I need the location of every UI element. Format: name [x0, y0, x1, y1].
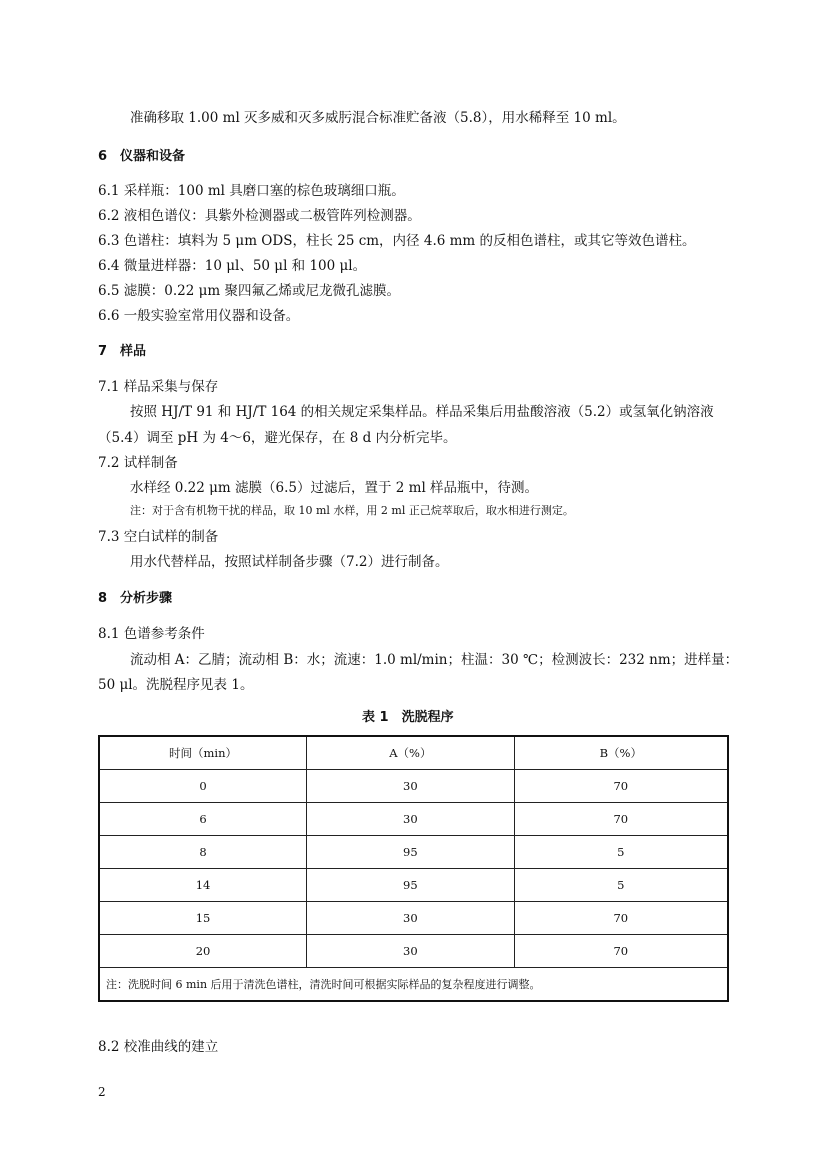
section-7-2-title: 7.2 试样制备 [98, 455, 178, 471]
section-8-2-title: 8.2 校准曲线的建立 [98, 1039, 219, 1055]
cell-time: 8 [99, 836, 307, 869]
item-6-6: 6.6 一般实验室常用仪器和设备。 [98, 308, 300, 324]
header-time: 时间（min） [99, 736, 307, 770]
table-row [99, 803, 728, 836]
section-7-1-title: 7.1 样品采集与保存 [98, 379, 219, 395]
cell-time: 20 [99, 935, 307, 968]
item-6-1: 6.1 采样瓶：100 ml 具磨口塞的棕色玻璃细口瓶。 [98, 183, 405, 199]
cell-time: 6 [99, 803, 307, 836]
cell-time: 14 [99, 869, 307, 902]
cell-time: 0 [99, 770, 307, 803]
item-6-4: 6.4 微量进样器：10 μl、50 μl 和 100 μl。 [98, 258, 367, 274]
cell-b: 70 [514, 803, 728, 836]
section-7-2-note: 注：对于含有机物干扰的样品，取 10 ml 水样，用 2 ml 正己烷萃取后，取水相进行测定。 [130, 504, 574, 517]
cell-b: 5 [514, 836, 728, 869]
section7-heading: 7 样品 [98, 344, 147, 359]
item-6-2: 6.2 液相色谱仪：具紫外检测器或二极管阵列检测器。 [98, 208, 421, 224]
cell-a: 30 [307, 803, 515, 836]
cell-a: 30 [307, 770, 515, 803]
intro-line: 准确移取 1.00 ml 灭多威和灭多威肟混合标准贮备液（5.8），用水稀释至 10 ml。 [130, 110, 626, 126]
item-6-5: 6.5 滤膜：0.22 μm 聚四氟乙烯或尼龙微孔滤膜。 [98, 283, 400, 299]
table-header-row [99, 736, 728, 770]
table-row [99, 770, 728, 803]
cell-b: 5 [514, 869, 728, 902]
item-6-3: 6.3 色谱柱：填料为 5 μm ODS，柱长 25 cm，内径 4.6 mm 的反相色谱柱，或其它等效色谱柱。 [98, 233, 696, 249]
table-caption: 表 1 洗脱程序 [362, 710, 454, 725]
table-row [99, 902, 728, 935]
section8-heading: 8 分析步骤 [98, 591, 173, 606]
section6-heading: 6 仪器和设备 [98, 149, 186, 164]
section-7-3-para: 用水代替样品，按照试样制备步骤（7.2）进行制备。 [130, 554, 449, 570]
table-row [99, 836, 728, 869]
page-number: 2 [98, 1085, 106, 1099]
section-8-1-title: 8.1 色谱参考条件 [98, 626, 205, 642]
table-row [99, 935, 728, 968]
header-a: A（%） [307, 736, 515, 770]
cell-a: 30 [307, 902, 515, 935]
cell-a: 95 [307, 836, 515, 869]
header-b: B（%） [514, 736, 728, 770]
section-7-1-para-1: 按照 HJ/T 91 和 HJ/T 164 的相关规定采集样品。样品采集后用盐酸溶液（5.2）或氢氧化钠溶液 [130, 404, 714, 420]
cell-time: 15 [99, 902, 307, 935]
section-8-1-para-2: 50 μl。洗脱程序见表 1。 [98, 677, 254, 693]
section-8-1-para-1: 流动相 A：乙腈；流动相 B：水；流速：1.0 ml/min；柱温：30 ℃；检测波长：232 nm；进样量： [130, 652, 739, 668]
cell-a: 30 [307, 935, 515, 968]
section-7-1-para-2: （5.4）调至 pH 为 4～6，避光保存，在 8 d 内分析完毕。 [98, 430, 457, 446]
table-note-row [99, 968, 728, 1002]
cell-a: 95 [307, 869, 515, 902]
cell-b: 70 [514, 935, 728, 968]
cell-b: 70 [514, 902, 728, 935]
cell-b: 70 [514, 770, 728, 803]
table-row [99, 869, 728, 902]
table-note: 注：洗脱时间 6 min 后用于清洗色谱柱，清洗时间可根据实际样品的复杂程度进行调整。 [99, 968, 728, 1002]
elution-table [98, 735, 729, 1002]
section-7-3-title: 7.3 空白试样的制备 [98, 529, 219, 545]
section-7-2-para: 水样经 0.22 μm 滤膜（6.5）过滤后，置于 2 ml 样品瓶中，待测。 [130, 480, 539, 496]
